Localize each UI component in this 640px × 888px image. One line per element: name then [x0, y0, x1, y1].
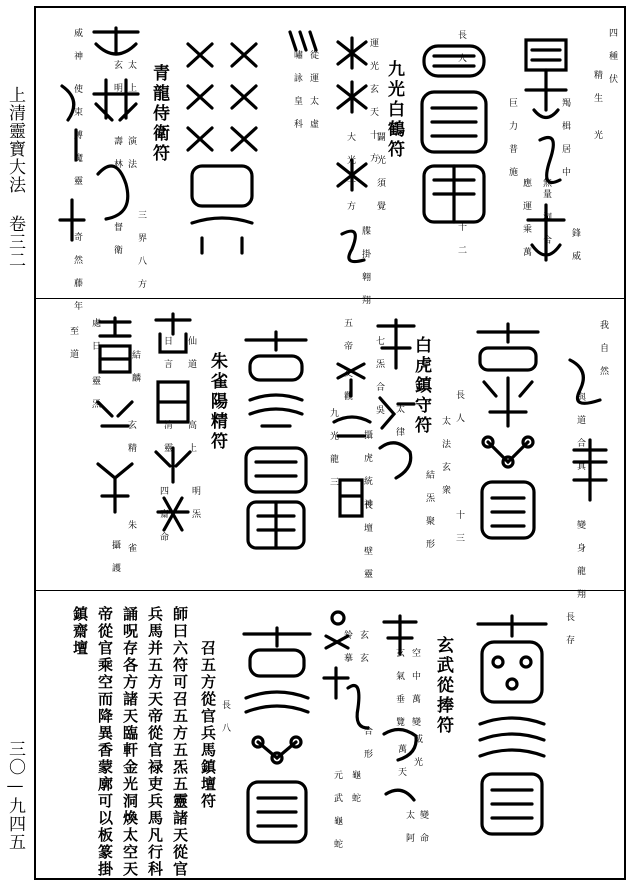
- p2-small-col: 交 觀: [342, 368, 352, 402]
- title-white-tiger: 白虎鎮守符: [411, 336, 431, 436]
- p2-small-col: 攝 護: [110, 540, 120, 574]
- p1-small-col: 使 束 縛 魔 靈: [72, 84, 82, 187]
- talisman-glyph-16: [318, 608, 374, 758]
- p2-small-col: 仙 道: [186, 336, 196, 370]
- p2-small-col: 結 麟: [130, 350, 140, 384]
- talisman-glyph-13: [92, 316, 138, 536]
- p2-small-col: 與 道 合 真: [575, 392, 585, 472]
- p1-small-col: 從 運 太 虛: [308, 50, 318, 130]
- talisman-glyph-5: [86, 24, 146, 234]
- text-column: 師曰六符可召五方五炁五靈諸天從官: [171, 606, 189, 878]
- p3-small-col: 太 阿: [404, 810, 414, 844]
- page-number: 三〇—九四五: [5, 740, 25, 851]
- p3-small-col: 變 命: [418, 810, 428, 844]
- talisman-glyph-7: [560, 350, 620, 510]
- talisman-glyph-3: [332, 34, 372, 264]
- text-title: 召五方從官兵馬鎮壇符: [199, 640, 217, 810]
- p2-small-col: 太 法 玄 衆: [440, 416, 450, 496]
- p3-mid-label: 長 八: [220, 700, 230, 734]
- p3-small-col: 萬 天: [396, 744, 406, 778]
- talisman-glyph-17: [236, 626, 318, 850]
- p1-small-col: 玄 明: [112, 60, 122, 94]
- title-vermilion-bird: 朱雀陽精符: [207, 352, 227, 452]
- p2-small-col: 七 炁 合 吳: [374, 336, 384, 416]
- p2-small-col: 四 齋 命: [158, 486, 168, 543]
- talisman-glyph-15: [378, 614, 422, 824]
- talisman-glyph-12: [150, 312, 196, 548]
- panel-divider-2: [34, 590, 626, 591]
- p1-small-col: 太 上: [126, 60, 136, 94]
- p1-small-col: 大 光 十 方: [345, 132, 355, 212]
- p2-small-col: 處 日: [90, 318, 100, 352]
- p2-mid-label: 長 人: [454, 390, 464, 424]
- margin-title: 上清靈寶大法 卷三二: [5, 86, 25, 269]
- p1-small-col: 壽 林: [112, 136, 122, 170]
- talisman-glyph-8: [470, 322, 546, 544]
- p2-small-col: 明 炁: [190, 486, 200, 520]
- text-column: 鎮齋壇: [71, 606, 89, 657]
- p1-small-col: 四 種 伏: [607, 28, 617, 85]
- p2-small-col: 清 靈: [162, 420, 172, 454]
- p1-small-col: 運 光 玄 天 十 方: [368, 38, 378, 164]
- p2-small-col: 結 炁 聚 形: [424, 470, 434, 550]
- title-green-dragon: 青龍侍衛符: [149, 64, 169, 164]
- p1-small-col: 精 生: [592, 70, 602, 104]
- p1-mid-label: 長 人: [456, 30, 466, 64]
- p3-small-col: 元 武 龜 蛇: [332, 770, 342, 850]
- p3-small-col: 鈴 摹: [342, 630, 352, 664]
- p1-small-col: 巨 力 普 施: [507, 98, 517, 178]
- talisman-glyph-1: [520, 30, 580, 270]
- p2-small-col: 靈 炁: [90, 376, 100, 410]
- p2-small-col: 朱 雀: [126, 520, 136, 554]
- p1-small-col: 羯 楫 居 中: [560, 98, 570, 178]
- talisman-glyph-10: [330, 356, 372, 536]
- talisman-glyph-14: [470, 614, 554, 850]
- p1-small-col: 演 法: [126, 136, 136, 170]
- p1-small-col: 牒 掛 翱 翔: [360, 226, 370, 306]
- title-dark-tortoise: 玄武從捧符: [433, 636, 453, 736]
- text-column: 帝從官乘空而降異香蒙廓可以板篆掛: [96, 606, 114, 878]
- p2-mid-label: 十 三: [454, 510, 464, 544]
- p1-small-col: 無量 洞 合: [541, 178, 551, 246]
- p1-small-col: 威 神: [72, 28, 82, 62]
- p3-small-col: 合 形: [362, 726, 372, 760]
- talisman-glyph-11: [236, 330, 316, 554]
- p1-small-col: 鋒 威: [570, 228, 580, 262]
- p2-small-col: 我 自 然: [598, 320, 608, 377]
- panel-divider-1: [34, 298, 626, 299]
- p1-small-col: 奇 然 藤 年: [72, 232, 82, 312]
- p3-small-col: 玄 氣 垂 覽: [394, 648, 404, 728]
- p2-small-col: 至 道: [68, 326, 78, 360]
- p1-small-col: 三 界 八 方: [136, 210, 146, 290]
- p3-small-col: 威 光: [412, 734, 422, 768]
- title-nine-light-crane: 九光白鶴符: [384, 60, 404, 160]
- p2-small-col: 日 言: [162, 336, 172, 370]
- p2-small-col: 長 壇 壁 靈: [362, 500, 372, 580]
- slash-mark: [286, 28, 320, 58]
- p1-small-col: 應 運 乘 萬: [521, 178, 531, 258]
- p3-small-col: 龜 蛇: [350, 770, 360, 804]
- text-column: 兵馬并五方天帝從官禄吏兵馬凡行科: [146, 606, 164, 878]
- talisman-glyph-9: [374, 318, 418, 518]
- p2-small-col: 攝 虎 統 神: [362, 430, 372, 510]
- p2-small-col: 太 律: [394, 404, 404, 438]
- p1-small-col: 督 衛: [112, 222, 122, 256]
- p1-small-col: 嘯 詠 皇 科: [292, 50, 302, 130]
- p2-small-col: 高 上: [186, 420, 196, 454]
- p2-small-col: 變 身 龍 翔: [575, 520, 585, 600]
- talisman-glyph-6: [52, 80, 92, 240]
- p3-small-col: 玄 玄: [358, 630, 368, 664]
- p1-small-col: 闢 光 須 覺: [375, 132, 385, 212]
- p2-small-col: 九 光 龍 三: [328, 408, 338, 488]
- text-column: 誦呪存各方諸天臨軒金光洞煥太空天: [121, 606, 139, 878]
- p3-small-col: 空 中 萬 變: [410, 648, 420, 728]
- talisman-glyph-2: [418, 40, 490, 230]
- p2-small-col: 玄 精: [126, 420, 136, 454]
- p1-small-col: 光: [592, 130, 602, 141]
- p2-small-col: 五 帝: [342, 318, 352, 352]
- talisman-glyph-4: [182, 38, 262, 258]
- p1-mid-label: 十 二: [456, 222, 466, 256]
- p3-small-col: 長 存: [564, 612, 574, 646]
